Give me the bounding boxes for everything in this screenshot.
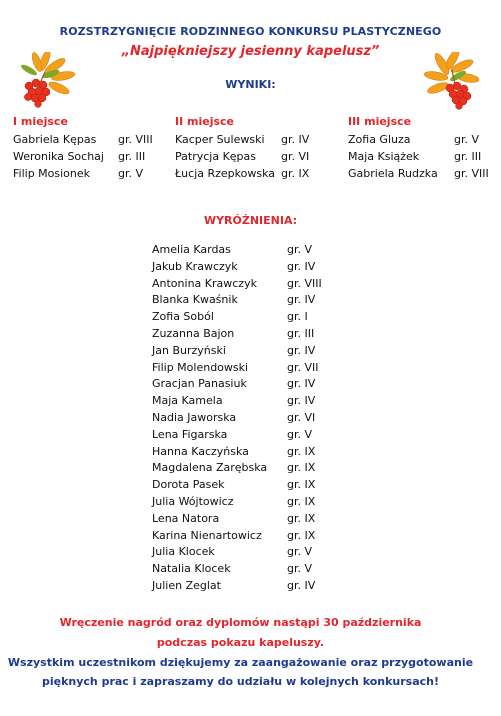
distinction-grade: gr. V (287, 243, 313, 256)
list-item (152, 460, 372, 477)
footer-award-line-2: podczas pokazu kapeluszy. (156, 636, 325, 649)
distinction-name: Lena Figarska (152, 427, 228, 441)
place-label: III miejsce (348, 115, 412, 128)
distinction-grade: gr. III (287, 326, 315, 340)
distinction-grade: gr. I (287, 310, 308, 324)
place-label: II miejsce (175, 115, 235, 128)
winner-name: Łucja Rzepkowska (175, 167, 276, 180)
distinction-name: Natalia Klocek (152, 562, 231, 576)
distinction-name: Maja Kamela (152, 394, 223, 408)
distinction-name: Lena Natora (152, 511, 220, 525)
distinction-name: Filip Molendowski (152, 360, 249, 374)
distinction-grade: gr. V (287, 545, 313, 559)
list-item (348, 165, 489, 182)
distinction-name: Karina Nienartowicz (152, 528, 262, 542)
list-item (348, 131, 480, 148)
distinction-name: Hanna Kaczyńska (152, 444, 249, 458)
list-item (152, 292, 372, 309)
list-item (175, 131, 310, 148)
footer-award-line-1: Wręczenie nagród oraz dyplomów nastąpi 30 października (59, 616, 422, 629)
list-item (152, 494, 372, 511)
distinction-name: Magdalena Zarębska (152, 461, 268, 475)
winner-name: Patrycja Kępas (175, 150, 257, 163)
footer-thanks-line-2: pięknych prac i zapraszamy do udziału w kolejnych konkursach! (41, 675, 440, 688)
winner-name: Filip Mosionek (13, 167, 91, 180)
list-item (348, 148, 482, 165)
list-item (152, 528, 372, 545)
winner-grade: gr. V (454, 133, 480, 146)
distinction-grade: gr. IV (287, 293, 316, 307)
list-item (152, 444, 372, 461)
list-item (13, 148, 146, 165)
distinction-grade: gr. IX (287, 511, 316, 525)
footer-thanks-line-1: Wszystkim uczestnikom dziękujemy za zaangażowanie oraz przygotowanie (7, 656, 474, 669)
distinction-name: Gracjan Panasiuk (152, 377, 247, 391)
winner-name: Zofia Gluza (348, 133, 411, 146)
distinction-grade: gr. IX (287, 528, 316, 542)
list-item (152, 343, 372, 360)
first-place-column (13, 115, 153, 182)
list-item (152, 477, 372, 494)
distinction-name: Zuzanna Bajon (152, 326, 235, 340)
distinction-name: Zofia Soból (152, 310, 214, 324)
list-item (13, 131, 153, 148)
list-item (152, 427, 372, 444)
distinction-name: Amelia Kardas (152, 243, 231, 256)
second-place-column (175, 115, 310, 182)
distinction-grade: gr. VI (287, 410, 316, 424)
distinction-name: Julia Klocek (152, 545, 215, 559)
contest-title: ROZSTRZYGNIĘCIE RODZINNEGO KONKURSU PLASTYCZNEGO (59, 25, 442, 38)
list-item (152, 259, 372, 276)
list-item (152, 410, 372, 427)
list-item (152, 544, 372, 561)
winner-name: Gabriela Kępas (13, 133, 97, 146)
distinction-grade: gr. IV (287, 394, 316, 408)
list-item (152, 578, 372, 595)
winner-name: Kacper Sulewski (175, 133, 265, 146)
distinction-grade: gr. VII (287, 360, 319, 374)
results-heading: WYNIKI: (225, 78, 276, 91)
distinction-name: Blanka Kwaśnik (152, 293, 238, 307)
list-item (152, 360, 372, 377)
list-item (152, 376, 372, 393)
winner-name: Maja Książek (348, 150, 420, 163)
winner-grade: gr. IV (281, 133, 310, 146)
distinctions-heading: WYRÓŻNIENIA: (203, 214, 298, 227)
distinction-grade: gr. IV (287, 259, 316, 273)
winner-name: Weronika Sochaj (13, 150, 104, 163)
distinction-grade: gr. IX (287, 461, 316, 475)
distinction-grade: gr. IV (287, 377, 316, 391)
list-item (152, 242, 372, 259)
place-label: I miejsce (13, 115, 68, 128)
contest-subtitle: „Najpiękniejszy jesienny kapelusz” (121, 44, 380, 59)
distinction-name: Dorota Pasek (152, 478, 225, 492)
distinction-grade: gr. IX (287, 494, 316, 508)
distinction-name: Julia Wójtowicz (152, 494, 234, 508)
winner-name: Gabriela Rudzka (348, 167, 438, 180)
distinction-grade: gr. IV (287, 578, 316, 592)
distinction-grade: gr. VIII (287, 276, 322, 290)
distinction-name: Julien Zeglat (152, 578, 221, 592)
distinction-name: Nadia Jaworska (152, 410, 237, 424)
list-item (152, 511, 372, 528)
list-item (13, 165, 144, 182)
list-item (175, 148, 310, 165)
list-item (152, 309, 372, 326)
list-item (152, 393, 372, 410)
list-item (152, 326, 372, 343)
distinction-grade: gr. V (287, 427, 313, 441)
list-item (152, 561, 372, 578)
winner-grade: gr. III (454, 150, 482, 163)
distinction-name: Jakub Krawczyk (152, 259, 238, 273)
winner-grade: gr. VIII (454, 167, 489, 180)
distinction-grade: gr. V (287, 562, 313, 576)
list-item (175, 165, 310, 182)
winner-grade: gr. V (118, 167, 144, 180)
distinction-name: Antonina Krawczyk (152, 276, 257, 290)
distinction-grade: gr. IX (287, 478, 316, 492)
distinction-grade: gr. IV (287, 343, 316, 357)
third-place-column (348, 115, 489, 182)
distinction-name: Jan Burzyński (152, 343, 226, 357)
winner-grade: gr. III (118, 150, 146, 163)
winner-grade: gr. VI (281, 150, 310, 163)
winner-grade: gr. VIII (118, 133, 153, 146)
winner-grade: gr. IX (281, 167, 310, 180)
list-item (152, 276, 372, 293)
distinctions-list (152, 242, 372, 595)
distinction-grade: gr. IX (287, 444, 316, 458)
